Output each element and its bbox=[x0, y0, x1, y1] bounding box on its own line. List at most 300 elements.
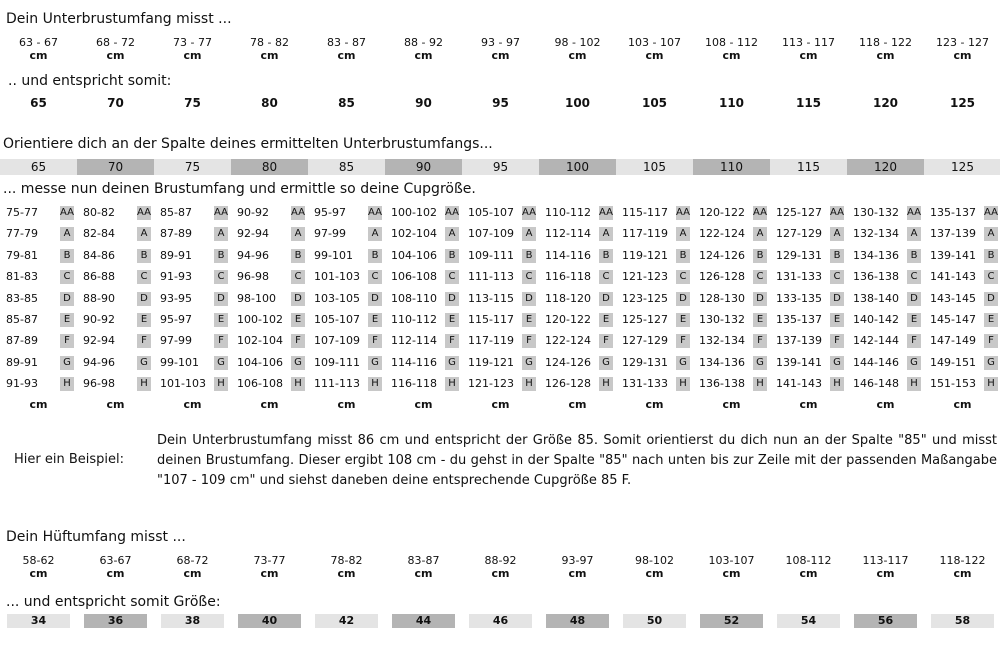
hip-unit: cm bbox=[491, 567, 510, 580]
bust-range: 134-136 bbox=[699, 355, 745, 369]
bust-range: 134-136 bbox=[853, 248, 899, 262]
cup-cell bbox=[308, 331, 385, 352]
cup-cell bbox=[231, 267, 308, 288]
cup-letter: F bbox=[830, 334, 844, 348]
bust-range: 96-98 bbox=[237, 270, 269, 284]
underbust-unit: cm bbox=[260, 49, 279, 62]
cup-unit: cm bbox=[876, 398, 895, 411]
bust-range: 80-82 bbox=[83, 206, 115, 219]
cup-row bbox=[0, 353, 1000, 374]
hip-range-cell bbox=[770, 554, 847, 580]
cup-cell bbox=[0, 224, 77, 245]
cup-letter: H bbox=[753, 377, 767, 391]
underbust-range: 123 - 127 bbox=[936, 36, 989, 49]
underbust-range: 83 - 87 bbox=[327, 36, 366, 49]
bust-range: 75-77 bbox=[6, 206, 38, 219]
cup-letter: A bbox=[214, 227, 228, 241]
hip-size-band bbox=[0, 614, 1000, 628]
cup-letter: AA bbox=[137, 207, 151, 218]
cup-cell bbox=[0, 289, 77, 310]
cup-letter: F bbox=[599, 334, 613, 348]
hip-range: 93-97 bbox=[561, 554, 594, 567]
underbust-size: 65 bbox=[30, 96, 47, 110]
underbust-range: 78 - 82 bbox=[250, 36, 289, 49]
cup-letter: C bbox=[830, 270, 844, 284]
cup-letter: F bbox=[676, 334, 690, 348]
underbust-heading: Dein Unterbrustumfang misst ... bbox=[6, 11, 232, 27]
underbust-size: 80 bbox=[261, 96, 278, 110]
cup-cell bbox=[539, 224, 616, 245]
hip-unit: cm bbox=[876, 567, 895, 580]
cup-cell bbox=[0, 267, 77, 288]
hip-range: 118-122 bbox=[939, 554, 986, 567]
cup-letter: G bbox=[984, 356, 998, 370]
bust-range: 114-116 bbox=[391, 355, 437, 369]
hip-range: 113-117 bbox=[862, 554, 909, 567]
cup-unit: cm bbox=[183, 398, 202, 411]
hip-range: 78-82 bbox=[330, 554, 363, 567]
bust-range: 109-111 bbox=[468, 248, 514, 262]
underbust-range-cell bbox=[539, 36, 616, 62]
hip-unit: cm bbox=[260, 567, 279, 580]
cup-cell bbox=[462, 353, 539, 374]
bust-range: 118-120 bbox=[545, 291, 591, 305]
cup-letter: D bbox=[830, 292, 844, 306]
underbust-size: 115 bbox=[795, 96, 822, 110]
bust-range: 131-133 bbox=[622, 377, 668, 391]
bust-range: 94-96 bbox=[237, 248, 269, 262]
hip-size: 54 bbox=[777, 614, 840, 628]
bust-range: 116-118 bbox=[391, 377, 437, 391]
cup-cell bbox=[693, 331, 770, 352]
bust-range: 111-113 bbox=[314, 377, 360, 391]
cup-letter: C bbox=[60, 270, 74, 284]
cup-letter: F bbox=[368, 334, 382, 348]
cup-row bbox=[0, 246, 1000, 267]
cup-cell bbox=[616, 310, 693, 331]
cup-cell bbox=[616, 224, 693, 245]
cup-letter: G bbox=[137, 356, 151, 370]
underbust-range-cell bbox=[77, 36, 154, 62]
cup-letter: A bbox=[137, 227, 151, 241]
bust-range: 81-83 bbox=[6, 270, 38, 284]
underbust-size: 110 bbox=[718, 96, 745, 110]
bust-range: 100-102 bbox=[391, 206, 437, 219]
underbust-unit: cm bbox=[876, 49, 895, 62]
underbust-range-cell bbox=[847, 36, 924, 62]
cup-cell bbox=[539, 289, 616, 310]
cup-cell bbox=[770, 331, 847, 352]
cup-table bbox=[0, 203, 1000, 396]
cup-letter: AA bbox=[676, 207, 690, 218]
cup-cell bbox=[924, 331, 1000, 352]
cup-cell bbox=[693, 203, 770, 224]
cup-letter: G bbox=[522, 356, 536, 370]
cup-cell bbox=[308, 374, 385, 395]
cup-cell bbox=[154, 353, 231, 374]
underbust-range: 98 - 102 bbox=[554, 36, 601, 49]
cup-letter: C bbox=[522, 270, 536, 284]
bust-range: 142-144 bbox=[853, 334, 899, 348]
hip-range-cell bbox=[154, 554, 231, 580]
bust-range: 92-94 bbox=[237, 227, 269, 241]
bust-range: 123-125 bbox=[622, 291, 668, 305]
cup-letter: F bbox=[445, 334, 459, 348]
cup-letter: AA bbox=[60, 207, 74, 218]
cup-letter: AA bbox=[599, 207, 613, 218]
cup-cell bbox=[770, 203, 847, 224]
bust-range: 91-93 bbox=[6, 377, 38, 391]
orient-size: 120 bbox=[847, 159, 924, 175]
underbust-size: 75 bbox=[184, 96, 201, 110]
cup-cell bbox=[693, 224, 770, 245]
cup-cell bbox=[385, 246, 462, 267]
bust-range: 79-81 bbox=[6, 248, 38, 262]
hip-range-cell bbox=[0, 554, 77, 580]
bust-range: 102-104 bbox=[237, 334, 283, 348]
cup-cell bbox=[308, 310, 385, 331]
orient-heading: Orientiere dich an der Spalte deines ermittelten Unterbrustumfangs... bbox=[3, 136, 493, 152]
hip-size: 48 bbox=[546, 614, 609, 628]
cup-letter: AA bbox=[830, 207, 844, 218]
bust-range: 84-86 bbox=[83, 248, 115, 262]
cup-cell bbox=[77, 331, 154, 352]
cup-unit: cm bbox=[799, 398, 818, 411]
cup-cell bbox=[154, 310, 231, 331]
cup-letter: E bbox=[291, 313, 305, 327]
cup-letter: A bbox=[984, 227, 998, 241]
underbust-range: 93 - 97 bbox=[481, 36, 520, 49]
underbust-range-cell bbox=[308, 36, 385, 62]
cup-cell bbox=[847, 246, 924, 267]
bust-range: 124-126 bbox=[699, 248, 745, 262]
orient-size: 75 bbox=[154, 159, 231, 175]
cup-cell bbox=[154, 374, 231, 395]
bust-range: 125-127 bbox=[622, 312, 668, 326]
cup-letter: A bbox=[599, 227, 613, 241]
cup-cell bbox=[847, 203, 924, 224]
hip-unit: cm bbox=[953, 567, 972, 580]
cup-cell bbox=[462, 224, 539, 245]
cup-cell bbox=[847, 267, 924, 288]
cup-cell bbox=[924, 289, 1000, 310]
cup-cell bbox=[0, 331, 77, 352]
bust-range: 139-141 bbox=[776, 355, 822, 369]
bust-range: 124-126 bbox=[545, 355, 591, 369]
bust-range: 129-131 bbox=[622, 355, 668, 369]
cup-cell bbox=[693, 310, 770, 331]
bust-range: 104-106 bbox=[237, 355, 283, 369]
bust-range: 136-138 bbox=[699, 377, 745, 391]
cup-cell bbox=[616, 331, 693, 352]
cup-letter: E bbox=[830, 313, 844, 327]
bust-range: 77-79 bbox=[6, 227, 38, 241]
cup-letter: G bbox=[830, 356, 844, 370]
cup-letter: B bbox=[753, 249, 767, 263]
cup-cell bbox=[231, 289, 308, 310]
hip-size: 42 bbox=[315, 614, 378, 628]
underbust-range: 108 - 112 bbox=[705, 36, 758, 49]
underbust-unit: cm bbox=[337, 49, 356, 62]
bust-range: 116-118 bbox=[545, 270, 591, 284]
cup-letter: G bbox=[60, 356, 74, 370]
cup-letter: C bbox=[291, 270, 305, 284]
cup-cell bbox=[616, 203, 693, 224]
underbust-size: 90 bbox=[415, 96, 432, 110]
bust-range: 115-117 bbox=[622, 206, 668, 219]
cup-letter: E bbox=[60, 313, 74, 327]
orient-size: 105 bbox=[616, 159, 693, 175]
bust-range: 139-141 bbox=[930, 248, 976, 262]
bust-range: 119-121 bbox=[468, 355, 514, 369]
hip-unit: cm bbox=[414, 567, 433, 580]
cup-cell bbox=[77, 203, 154, 224]
bust-range: 115-117 bbox=[468, 312, 514, 326]
cup-cell bbox=[539, 374, 616, 395]
cup-letter: H bbox=[445, 377, 459, 391]
bust-range: 98-100 bbox=[237, 291, 276, 305]
cup-cell bbox=[77, 353, 154, 374]
cup-cell bbox=[385, 353, 462, 374]
cup-letter: H bbox=[291, 377, 305, 391]
hip-unit: cm bbox=[337, 567, 356, 580]
cup-cell bbox=[924, 310, 1000, 331]
hip-range-cell bbox=[693, 554, 770, 580]
cup-letter: D bbox=[522, 292, 536, 306]
cup-cell bbox=[770, 224, 847, 245]
underbust-range: 73 - 77 bbox=[173, 36, 212, 49]
cup-cell bbox=[385, 374, 462, 395]
bust-range: 135-137 bbox=[930, 206, 976, 219]
cup-letter: C bbox=[753, 270, 767, 284]
hip-size: 34 bbox=[7, 614, 70, 628]
bust-range: 105-107 bbox=[468, 206, 514, 219]
cup-cell bbox=[231, 374, 308, 395]
bust-range: 112-114 bbox=[391, 334, 437, 348]
bust-range: 90-92 bbox=[237, 206, 269, 219]
cup-letter: D bbox=[753, 292, 767, 306]
cup-cell bbox=[462, 310, 539, 331]
bust-range: 87-89 bbox=[6, 334, 38, 348]
bust-range: 92-94 bbox=[83, 334, 115, 348]
cup-row bbox=[0, 374, 1000, 395]
bust-range: 151-153 bbox=[930, 377, 976, 391]
cup-row bbox=[0, 289, 1000, 310]
bust-range: 133-135 bbox=[776, 291, 822, 305]
bust-range: 85-87 bbox=[160, 206, 192, 219]
orient-size: 90 bbox=[385, 159, 462, 175]
cup-cell bbox=[308, 289, 385, 310]
bust-range: 119-121 bbox=[622, 248, 668, 262]
cup-letter: B bbox=[368, 249, 382, 263]
bust-range: 137-139 bbox=[930, 227, 976, 241]
bust-range: 105-107 bbox=[314, 312, 360, 326]
cup-cell bbox=[539, 246, 616, 267]
cup-cell bbox=[385, 331, 462, 352]
cup-cell bbox=[924, 224, 1000, 245]
bust-range: 121-123 bbox=[468, 377, 514, 391]
cup-cell bbox=[385, 267, 462, 288]
cup-letter: G bbox=[676, 356, 690, 370]
cup-cell bbox=[616, 374, 693, 395]
cup-letter: G bbox=[445, 356, 459, 370]
bust-range: 126-128 bbox=[699, 270, 745, 284]
underbust-unit: cm bbox=[568, 49, 587, 62]
bust-range: 135-137 bbox=[776, 312, 822, 326]
underbust-range: 118 - 122 bbox=[859, 36, 912, 49]
underbust-unit: cm bbox=[29, 49, 48, 62]
underbust-range: 113 - 117 bbox=[782, 36, 835, 49]
cup-letter: G bbox=[907, 356, 921, 370]
cup-letter: A bbox=[830, 227, 844, 241]
cup-letter: H bbox=[599, 377, 613, 391]
underbust-range-cell bbox=[616, 36, 693, 62]
cup-cell bbox=[231, 246, 308, 267]
hip-ranges-row bbox=[0, 554, 1000, 580]
cup-cell bbox=[924, 374, 1000, 395]
cup-cell bbox=[693, 246, 770, 267]
orient-size: 70 bbox=[77, 159, 154, 175]
cup-cell bbox=[616, 289, 693, 310]
cup-unit: cm bbox=[414, 398, 433, 411]
cup-cell bbox=[847, 331, 924, 352]
cup-cell bbox=[847, 289, 924, 310]
cup-cell bbox=[847, 353, 924, 374]
cup-letter: B bbox=[137, 249, 151, 263]
cup-cell bbox=[924, 246, 1000, 267]
bust-range: 101-103 bbox=[314, 270, 360, 284]
cup-cell bbox=[924, 353, 1000, 374]
cup-letter: A bbox=[368, 227, 382, 241]
bust-range: 146-148 bbox=[853, 377, 899, 391]
cup-heading: ... messe nun deinen Brustumfang und ermittle so deine Cupgröße. bbox=[3, 181, 476, 197]
cup-cell bbox=[770, 246, 847, 267]
hip-sizes-heading: ... und entspricht somit Größe: bbox=[6, 594, 221, 610]
bust-range: 129-131 bbox=[776, 248, 822, 262]
cup-letter: AA bbox=[445, 207, 459, 218]
orient-size: 65 bbox=[0, 159, 77, 175]
cup-letter: C bbox=[984, 270, 998, 284]
cup-letter: F bbox=[214, 334, 228, 348]
cup-cell bbox=[693, 267, 770, 288]
cup-cell bbox=[154, 267, 231, 288]
cup-cell bbox=[385, 203, 462, 224]
hip-range-cell bbox=[462, 554, 539, 580]
bust-range: 97-99 bbox=[160, 334, 192, 348]
bust-range: 122-124 bbox=[699, 227, 745, 241]
cup-letter: D bbox=[445, 292, 459, 306]
bust-range: 125-127 bbox=[776, 206, 822, 219]
underbust-range: 68 - 72 bbox=[96, 36, 135, 49]
underbust-range: 63 - 67 bbox=[19, 36, 58, 49]
cup-letter: A bbox=[60, 227, 74, 241]
orient-size: 100 bbox=[539, 159, 616, 175]
cup-cell bbox=[231, 224, 308, 245]
example-text: Dein Unterbrustumfang misst 86 cm und entspricht der Größe 85. Somit orientierst du dich nun an der Spalte "85" und misst deinen Brustumfang. Dieser ergibt 108 cm - du gehst in der Spalte "85" nach unten bis zur Zeile mit der passenden Maßangabe "107 - 109 cm" und siehst daneben deine entsprechende Cupgröße 85 F. bbox=[157, 433, 997, 488]
hip-range-cell bbox=[231, 554, 308, 580]
hip-range: 103-107 bbox=[708, 554, 755, 567]
cup-letter: AA bbox=[291, 207, 305, 218]
cup-cell bbox=[847, 374, 924, 395]
cup-cell bbox=[693, 374, 770, 395]
hip-unit: cm bbox=[645, 567, 664, 580]
cup-letter: B bbox=[599, 249, 613, 263]
cup-cell bbox=[154, 289, 231, 310]
cup-letter: E bbox=[907, 313, 921, 327]
cup-cell bbox=[616, 267, 693, 288]
cup-letter: E bbox=[599, 313, 613, 327]
underbust-size: 105 bbox=[641, 96, 668, 110]
cup-cell bbox=[539, 353, 616, 374]
bust-range: 106-108 bbox=[237, 377, 283, 391]
cup-letter: C bbox=[137, 270, 151, 284]
hip-range-cell bbox=[539, 554, 616, 580]
cup-cell bbox=[231, 331, 308, 352]
cup-letter: B bbox=[984, 249, 998, 263]
cup-letter: G bbox=[599, 356, 613, 370]
cup-letter: E bbox=[522, 313, 536, 327]
cup-cell bbox=[0, 374, 77, 395]
cup-cell bbox=[0, 310, 77, 331]
bust-range: 113-115 bbox=[468, 291, 514, 305]
bust-range: 144-146 bbox=[853, 355, 899, 369]
cup-cell bbox=[847, 224, 924, 245]
underbust-size: 120 bbox=[872, 96, 899, 110]
underbust-size: 100 bbox=[564, 96, 591, 110]
cup-cell bbox=[539, 331, 616, 352]
hip-range-cell bbox=[924, 554, 1000, 580]
orient-size: 110 bbox=[693, 159, 770, 175]
bust-range: 107-109 bbox=[314, 334, 360, 348]
cup-cell bbox=[308, 246, 385, 267]
cup-row bbox=[0, 310, 1000, 331]
bust-range: 149-151 bbox=[930, 355, 976, 369]
cup-letter: H bbox=[984, 377, 998, 391]
cup-cell bbox=[308, 203, 385, 224]
underbust-size: 70 bbox=[107, 96, 124, 110]
cup-cell bbox=[154, 203, 231, 224]
bust-range: 130-132 bbox=[699, 312, 745, 326]
bust-range: 88-90 bbox=[83, 291, 115, 305]
cup-cell bbox=[77, 267, 154, 288]
bust-range: 145-147 bbox=[930, 312, 976, 326]
bust-range: 95-97 bbox=[160, 312, 192, 326]
cup-letter: F bbox=[984, 334, 998, 348]
cup-cell bbox=[924, 267, 1000, 288]
bust-range: 114-116 bbox=[545, 248, 591, 262]
hip-range: 83-87 bbox=[407, 554, 440, 567]
cup-letter: AA bbox=[984, 207, 998, 218]
cup-letter: D bbox=[984, 292, 998, 306]
underbust-range-cell bbox=[462, 36, 539, 62]
cup-cell bbox=[154, 246, 231, 267]
underbust-range-cell bbox=[924, 36, 1000, 62]
cup-letter: B bbox=[291, 249, 305, 263]
hip-unit: cm bbox=[568, 567, 587, 580]
cup-cell bbox=[770, 374, 847, 395]
cup-cell bbox=[770, 289, 847, 310]
bust-range: 112-114 bbox=[545, 227, 591, 241]
bust-range: 91-93 bbox=[160, 270, 192, 284]
hip-size: 36 bbox=[84, 614, 147, 628]
cup-unit: cm bbox=[953, 398, 972, 411]
cup-cell bbox=[77, 289, 154, 310]
hip-size: 46 bbox=[469, 614, 532, 628]
bust-range: 110-112 bbox=[545, 206, 591, 219]
bust-range: 104-106 bbox=[391, 248, 437, 262]
cup-cell bbox=[308, 267, 385, 288]
bust-range: 138-140 bbox=[853, 291, 899, 305]
